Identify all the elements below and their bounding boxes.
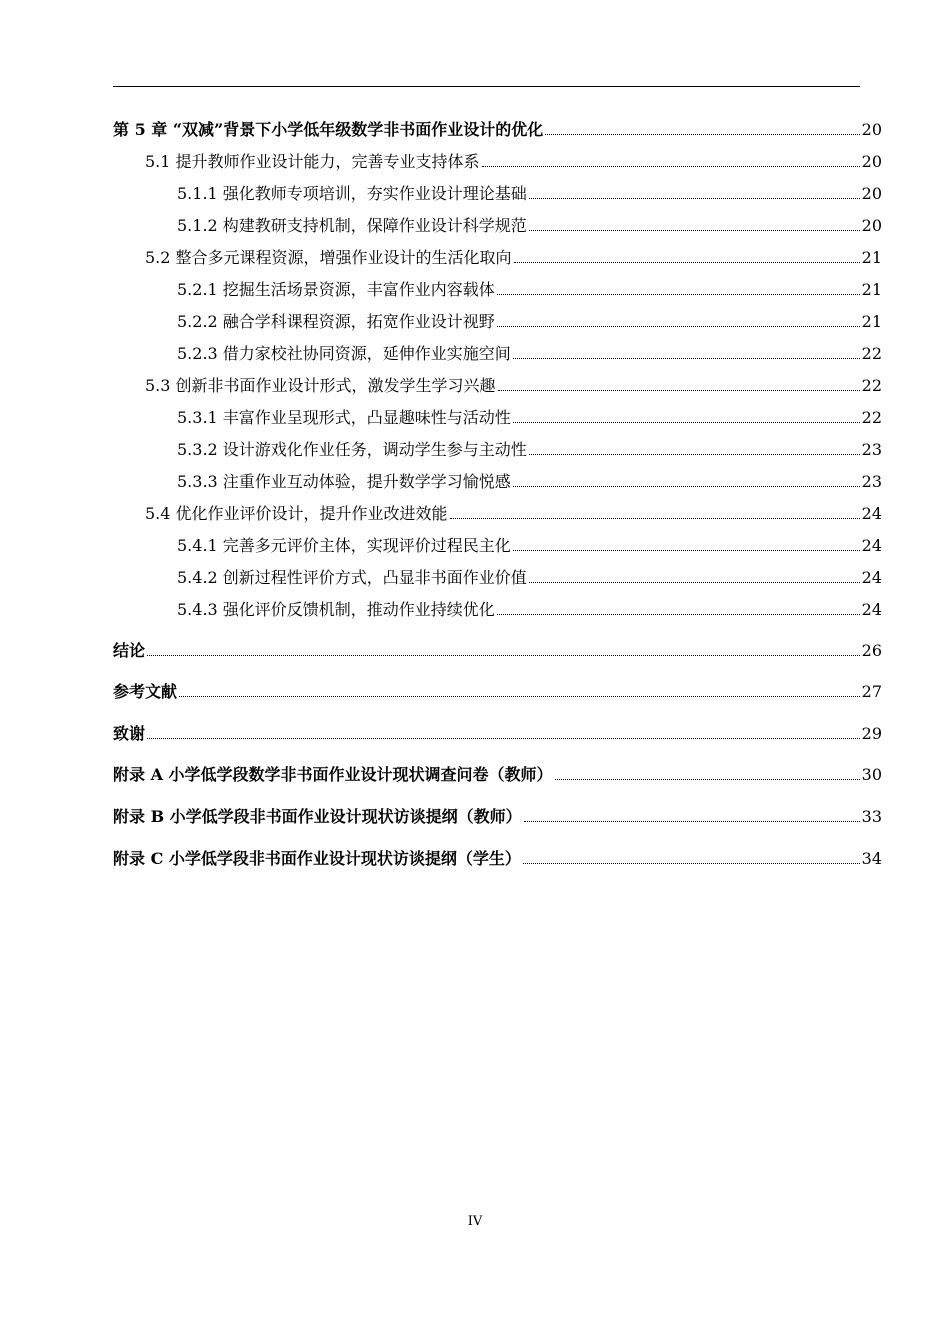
toc-entry-title: 5.2.3 借力家校社协同资源，延伸作业实施空间 bbox=[177, 344, 511, 363]
toc-entry-title: 5.2.1 挖掘生活场景资源，丰富作业内容载体 bbox=[177, 280, 495, 299]
toc-entry-page: 24 bbox=[861, 536, 882, 555]
toc-entry[interactable] bbox=[113, 120, 882, 140]
page-number: IV bbox=[467, 1214, 483, 1229]
toc-dot-leader bbox=[514, 262, 860, 263]
toc-dot-leader bbox=[482, 166, 860, 167]
toc-entry-title: 5.3 创新非书面作业设计形式，激发学生学习兴趣 bbox=[145, 376, 496, 395]
toc-dot-leader bbox=[513, 550, 860, 551]
toc-dot-leader bbox=[147, 738, 860, 739]
toc-entry-page: 20 bbox=[861, 184, 882, 203]
toc-entry-title: 附录 B 小学低学段非书面作业设计现状访谈提纲（教师） bbox=[113, 807, 522, 826]
toc-entry[interactable] bbox=[113, 641, 882, 661]
toc-dot-leader bbox=[545, 134, 859, 135]
toc-dot-leader bbox=[497, 326, 860, 327]
toc-dot-leader bbox=[498, 390, 860, 391]
toc-entry-title: 5.1 提升教师作业设计能力，完善专业支持体系 bbox=[145, 152, 480, 171]
toc-dot-leader bbox=[529, 230, 860, 231]
toc-entry-title: 5.2 整合多元课程资源，增强作业设计的生活化取向 bbox=[145, 248, 512, 267]
toc-dot-leader bbox=[179, 696, 860, 697]
toc-dot-leader bbox=[497, 294, 860, 295]
toc-dot-leader bbox=[513, 486, 860, 487]
toc-entry-page: 30 bbox=[861, 765, 882, 784]
toc-entry-title: 第 5 章 “双减”背景下小学低年级数学非书面作业设计的优化 bbox=[113, 120, 544, 139]
toc-entry-page: 22 bbox=[861, 376, 882, 395]
toc-entry-page: 20 bbox=[861, 216, 882, 235]
toc-entry-page: 29 bbox=[861, 724, 882, 743]
toc-entry-title: 5.4.2 创新过程性评价方式，凸显非书面作业价值 bbox=[177, 568, 527, 587]
toc-entry-page: 26 bbox=[861, 641, 882, 660]
toc-entry[interactable] bbox=[177, 440, 882, 460]
toc-dot-leader bbox=[555, 779, 860, 780]
toc-entry-title: 致谢 bbox=[113, 724, 146, 743]
toc-entry-page: 22 bbox=[861, 408, 882, 427]
toc-entry-page: 23 bbox=[861, 440, 882, 459]
toc-entry[interactable] bbox=[145, 504, 882, 524]
toc-entry-title: 附录 C 小学低学段非书面作业设计现状访谈提纲（学生） bbox=[113, 849, 521, 868]
toc-entry[interactable] bbox=[177, 536, 882, 556]
toc-dot-leader bbox=[524, 821, 860, 822]
toc-entry[interactable] bbox=[145, 152, 882, 172]
toc-entry[interactable] bbox=[113, 807, 882, 827]
toc-entry[interactable] bbox=[177, 280, 882, 300]
toc-entry-page: 20 bbox=[861, 152, 882, 171]
toc-entry[interactable] bbox=[113, 849, 882, 869]
toc-entry-title: 5.4.3 强化评价反馈机制，推动作业持续优化 bbox=[177, 600, 495, 619]
toc-entry[interactable] bbox=[177, 184, 882, 204]
toc-entry-page: 27 bbox=[861, 682, 882, 701]
toc-entry-title: 5.3.2 设计游戏化作业任务，调动学生参与主动性 bbox=[177, 440, 527, 459]
toc-entry-page: 20 bbox=[861, 120, 882, 139]
toc-entry-title: 5.4 优化作业评价设计，提升作业改进效能 bbox=[145, 504, 448, 523]
toc-dot-leader bbox=[529, 454, 860, 455]
toc-entry-title: 5.4.1 完善多元评价主体，实现评价过程民主化 bbox=[177, 536, 511, 555]
toc-entry-page: 24 bbox=[861, 504, 882, 523]
toc-entry-title: 5.1.2 构建教研支持机制，保障作业设计科学规范 bbox=[177, 216, 527, 235]
toc-entry-page: 24 bbox=[861, 600, 882, 619]
toc-entry[interactable] bbox=[113, 724, 882, 744]
toc-entry[interactable] bbox=[145, 376, 882, 396]
toc-entry-page: 34 bbox=[861, 849, 882, 868]
toc-entry-page: 33 bbox=[861, 807, 882, 826]
toc-entry[interactable] bbox=[113, 682, 882, 702]
toc-entry[interactable] bbox=[145, 248, 882, 268]
toc-entry-page: 22 bbox=[861, 344, 882, 363]
toc-entry[interactable] bbox=[177, 312, 882, 332]
toc-entry[interactable] bbox=[177, 216, 882, 236]
toc-entry-title: 结论 bbox=[113, 641, 146, 660]
toc-entry-page: 24 bbox=[861, 568, 882, 587]
toc-dot-leader bbox=[450, 518, 860, 519]
toc-entry-page: 21 bbox=[861, 312, 882, 331]
toc-entry-title: 5.2.2 融合学科课程资源，拓宽作业设计视野 bbox=[177, 312, 495, 331]
toc-entry[interactable] bbox=[177, 568, 882, 588]
toc-dot-leader bbox=[529, 582, 860, 583]
toc-entry[interactable] bbox=[177, 344, 882, 364]
toc-entry[interactable] bbox=[113, 765, 882, 785]
toc-dot-leader bbox=[497, 614, 860, 615]
toc-dot-leader bbox=[513, 422, 860, 423]
toc-entry-page: 23 bbox=[861, 472, 882, 491]
toc-entry[interactable] bbox=[177, 600, 882, 620]
toc-entry[interactable] bbox=[177, 408, 882, 428]
toc-entry-title: 5.1.1 强化教师专项培训，夯实作业设计理论基础 bbox=[177, 184, 527, 203]
toc-entry-title: 5.3.1 丰富作业呈现形式，凸显趣味性与活动性 bbox=[177, 408, 511, 427]
toc-entry-page: 21 bbox=[861, 248, 882, 267]
toc-dot-leader bbox=[147, 655, 860, 656]
toc-dot-leader bbox=[513, 358, 860, 359]
toc-entry-title: 5.3.3 注重作业互动体验，提升数学学习愉悦感 bbox=[177, 472, 511, 491]
toc-entry[interactable] bbox=[177, 472, 882, 492]
toc-dot-leader bbox=[523, 863, 860, 864]
toc-dot-leader bbox=[529, 198, 860, 199]
toc-entry-page: 21 bbox=[861, 280, 882, 299]
toc-entry-title: 附录 A 小学低学段数学非书面作业设计现状调查问卷（教师） bbox=[113, 765, 553, 784]
toc-entry-title: 参考文献 bbox=[113, 682, 178, 701]
